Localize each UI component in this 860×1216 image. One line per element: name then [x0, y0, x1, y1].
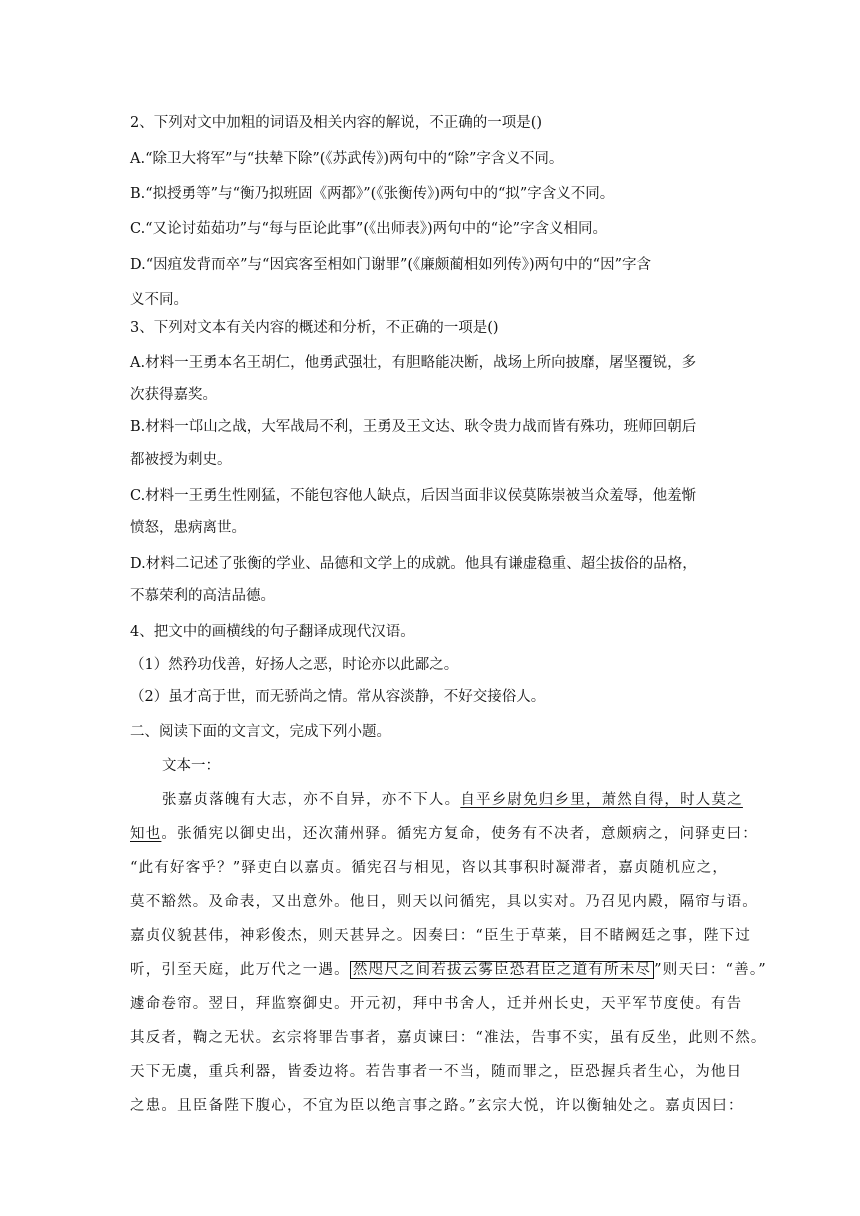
option-3c-cont: 愤怒，患病离世。: [130, 520, 246, 536]
passage-text: ”则天曰：“善。”: [654, 962, 767, 978]
underlined-sentence-end: 知也: [130, 826, 162, 842]
translation-item-1: （1）然矜功伐善，好扬人之恶，时论亦以此鄙之。: [130, 657, 459, 673]
passage-line: [130, 960, 767, 980]
translation-item-2: （2）虽才高于世，而无骄尚之情。常从容淡静，不好交接俗人。: [130, 689, 546, 705]
passage-text: 听，引至天庭，此万代之一遇。: [130, 962, 350, 978]
passage-line: 其反者，鞫之无状。玄宗将罪告事者，嘉贞谏曰：“准法，告事不实，虽有反坐，此则不然。: [130, 1030, 767, 1046]
boxed-sentence: 然咫尺之间若拔云雾臣恐君臣之道有所未尽: [350, 961, 654, 979]
passage-text: 张嘉贞落魄有大志，亦不自异，亦不下人。: [162, 792, 461, 808]
option-2c: C.“又论讨茹茹功”与“每与臣论此事”(《出师表》)两句中的“论”字含义相同。: [130, 221, 607, 237]
passage-line: [130, 824, 758, 844]
question-2-stem: 2、下列对文中加粗的词语及相关内容的解说，不正确的一项是(): [130, 115, 543, 131]
passage-line: [162, 790, 743, 810]
option-2d: D.“因疽发背而卒”与“因宾客至相如门谢罪”(《廉颇蔺相如列传》)两句中的“因”字含: [130, 257, 652, 273]
text-one-label: 文本一：: [162, 758, 220, 774]
passage-text: 。张循宪以御史出，还次蒲州驿。循宪方复命，使务有不决者，意颇病之，问驿吏曰：: [161, 826, 759, 842]
option-3a: A.材料一王勇本名王胡仁，他勇武强壮，有胆略能决断，战场上所向披靡，屠坚覆锐，多: [130, 355, 697, 371]
option-3d: D.材料二记述了张衡的学业、品德和文学上的成就。他具有谦虚稳重、超尘拔俗的品格，: [130, 556, 697, 572]
option-2d-cont: 义不同。: [130, 292, 188, 308]
option-3b: B.材料一邙山之战，大军战局不利，王勇及王文达、耿令贵力战而皆有殊功，班师回朝后: [130, 419, 697, 435]
underlined-sentence: 自平乡尉免归乡里，萧然自得，时人莫之: [460, 792, 743, 808]
passage-line: 天下无虞，重兵利器，皆委边将。若告事者一不当，随而罪之，臣恐握兵者生心，为他日: [130, 1064, 743, 1080]
option-3d-cont: 不慕荣利的高洁品德。: [130, 588, 275, 604]
section-two-heading: 二、阅读下面的文言文，完成下列小题。: [130, 724, 391, 740]
passage-line: 嘉贞仪貌甚伟，神彩俊杰，则天甚异之。因奏曰：“臣生于草莱，目不睹阙廷之事，陛下过: [130, 928, 751, 944]
option-2a: A.“除卫大将军”与“扶辇下除”(《苏武传》)两句中的“除”字含义不同。: [130, 151, 564, 167]
passage-line: 之患。且臣备陛下腹心，不宜为臣以绝言事之路。”玄宗大悦，许以衡轴处之。嘉贞因曰：: [130, 1098, 744, 1114]
option-2b: B.“拟授勇等”与“衡乃拟班固《两都》”(《张衡传》)两句中的“拟”字含义不同。: [130, 186, 615, 202]
question-3-stem: 3、下列对文本有关内容的概述和分析，不正确的一项是(): [130, 320, 499, 336]
passage-line: 遽命卷帘。翌日，拜监察御史。开元初，拜中书舍人，迁并州长史，天平军节度使。有告: [130, 996, 743, 1012]
passage-line: 莫不豁然。及命表，又出意外。他日，则天以问循宪，具以实对。乃召见内殿，隔帘与语。: [130, 894, 758, 910]
question-4-stem: 4、把文中的画横线的句子翻译成现代汉语。: [130, 624, 415, 640]
option-3b-cont: 都被授为刺史。: [130, 452, 232, 468]
option-3a-cont: 次获得嘉奖。: [130, 387, 217, 403]
option-3c: C.材料一王勇生性刚猛，不能包容他人缺点，后因当面非议侯莫陈崇被当众羞辱，他羞惭: [130, 488, 697, 504]
passage-line: “此有好客乎？”驿吏白以嘉贞。循宪召与相见，咨以其事积时凝滞者，嘉贞随机应之，: [130, 860, 729, 876]
